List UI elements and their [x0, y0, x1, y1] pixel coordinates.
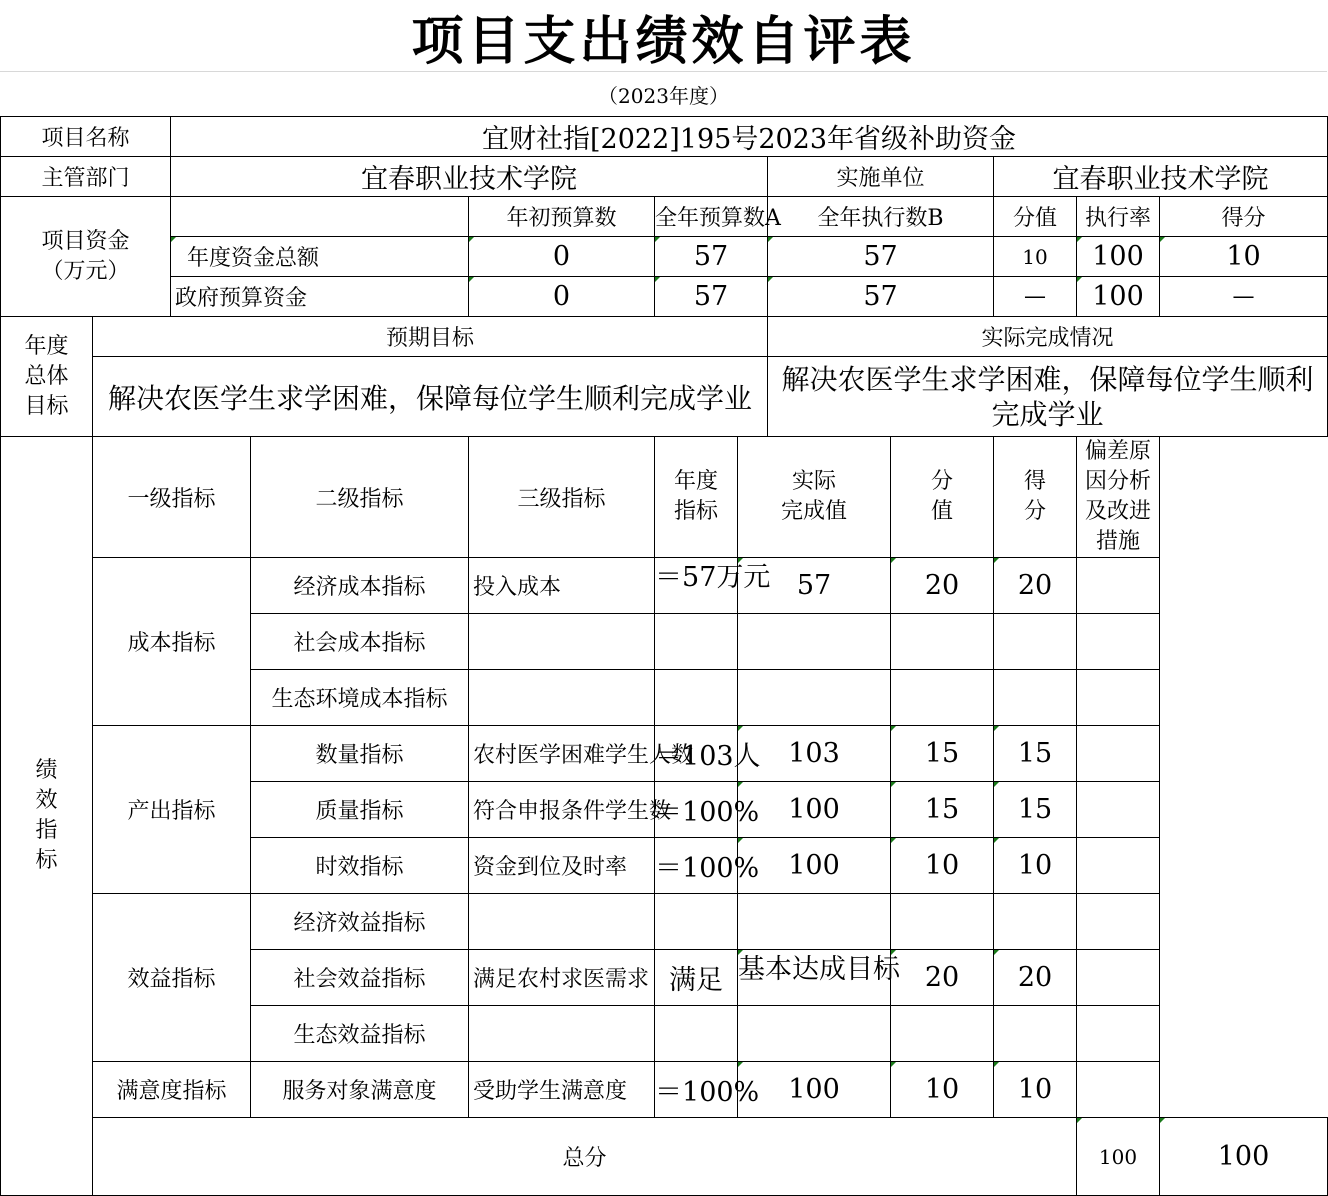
funds-executed-value[interactable]: 57	[768, 277, 994, 317]
deviation-cell[interactable]	[1077, 950, 1160, 1006]
indicator-score-header	[994, 437, 1077, 558]
indicator-value-header-line1: 分	[931, 469, 954, 494]
funds-row-name: 政府预算资金	[171, 277, 469, 317]
value-cell[interactable]	[891, 614, 994, 670]
level3-cell[interactable]: 投入成本	[469, 558, 655, 614]
actual-cell[interactable]: 57	[738, 558, 891, 614]
actual-cell[interactable]	[738, 1006, 891, 1062]
goals-header-row	[1, 317, 1328, 357]
level2-cell: 数量指标	[251, 726, 469, 782]
target-cell[interactable]	[655, 614, 738, 670]
level3-cell[interactable]	[469, 670, 655, 726]
annual-goals-label-line1: 年度	[24, 333, 69, 359]
level1-satisfaction: 满意度指标	[93, 1062, 251, 1118]
level2-cell: 经济效益指标	[251, 894, 469, 950]
funds-label-line2: （万元）	[41, 258, 130, 284]
actual-cell[interactable]	[738, 894, 891, 950]
funds-score[interactable]: 10	[1160, 237, 1328, 277]
table-row	[1, 558, 1328, 614]
expected-goals-header: 预期目标	[93, 317, 768, 357]
department-row	[1, 157, 1328, 197]
implementing-unit-value[interactable]: 宜春职业技术学院	[994, 157, 1328, 197]
project-name-value[interactable]: 宜财社指[2022]195号2023年省级补助资金	[171, 117, 1328, 157]
actual-value-header	[738, 437, 891, 558]
table-row	[1, 726, 1328, 782]
total-row	[1, 1118, 1328, 1196]
level2-header: 二级指标	[251, 437, 469, 558]
deviation-analysis-header	[1077, 437, 1160, 558]
value-cell[interactable]: 20	[891, 950, 994, 1006]
annual-executed-header: 全年执行数B	[768, 197, 994, 237]
actual-value-header-line2: 完成值	[781, 499, 848, 524]
value-cell[interactable]: 10	[891, 1062, 994, 1118]
value-cell[interactable]: 15	[891, 782, 994, 838]
deviation-cell[interactable]	[1077, 726, 1160, 782]
project-name-label: 项目名称	[1, 117, 171, 157]
level3-cell[interactable]: 受助学生满意度	[469, 1062, 655, 1118]
table-row	[1, 894, 1328, 950]
project-name-row	[1, 117, 1328, 157]
actual-cell[interactable]	[738, 670, 891, 726]
level3-header: 三级指标	[469, 437, 655, 558]
department-label: 主管部门	[1, 157, 171, 197]
annual-goals-label-line3: 目标	[24, 393, 69, 419]
deviation-cell[interactable]	[1077, 670, 1160, 726]
level1-benefit: 效益指标	[93, 894, 251, 1062]
actual-cell[interactable]: 100	[738, 1062, 891, 1118]
form-title: 项目支出绩效自评表	[0, 0, 1327, 72]
score-cell[interactable]: 15	[994, 782, 1077, 838]
total-label: 总分	[93, 1118, 1077, 1196]
target-cell[interactable]: ＝100%	[655, 1062, 738, 1118]
score-cell[interactable]: 10	[994, 838, 1077, 894]
level2-cell: 服务对象满意度	[251, 1062, 469, 1118]
actual-cell[interactable]	[738, 614, 891, 670]
level3-cell[interactable]: 符合申报条件学生数	[469, 782, 655, 838]
score-cell[interactable]: 20	[994, 950, 1077, 1006]
level3-cell[interactable]	[469, 1006, 655, 1062]
funds-label	[1, 197, 171, 317]
funds-rate-value[interactable]: 100	[1077, 237, 1160, 277]
actual-cell[interactable]: 100	[738, 782, 891, 838]
funds-score[interactable]: —	[1160, 277, 1328, 317]
annual-goals-label-line2: 总体	[24, 363, 69, 389]
level3-cell[interactable]: 资金到位及时率	[469, 838, 655, 894]
actual-cell[interactable]: 103	[738, 726, 891, 782]
funds-total-row	[1, 237, 1328, 277]
score-cell[interactable]	[994, 1006, 1077, 1062]
side-label-char: 标	[35, 848, 58, 873]
deviation-cell[interactable]	[1077, 838, 1160, 894]
annual-target-header	[655, 437, 738, 558]
value-cell[interactable]: 15	[891, 726, 994, 782]
actual-value-header-line1: 实际	[792, 469, 837, 494]
level2-cell: 时效指标	[251, 838, 469, 894]
fiscal-year: （2023年度）	[598, 84, 729, 108]
funds-annual-value[interactable]: 57	[655, 237, 768, 277]
target-text: ＝57万元	[655, 561, 771, 593]
score-cell[interactable]: 10	[994, 1062, 1077, 1118]
target-cell[interactable]	[655, 1006, 738, 1062]
funds-government-row	[1, 277, 1328, 317]
department-value[interactable]: 宜春职业技术学院	[171, 157, 768, 197]
indicator-score-header-line1: 得	[1024, 469, 1047, 494]
target-cell[interactable]: ＝103人	[655, 726, 738, 782]
execution-rate-header: 执行率	[1077, 197, 1160, 237]
deviation-header-line2: 及改进措施	[1085, 499, 1152, 554]
funds-executed-value[interactable]: 57	[768, 237, 994, 277]
deviation-header-line1: 偏差原因分析	[1085, 439, 1152, 494]
target-cell[interactable]: ＝100%	[655, 782, 738, 838]
level3-cell[interactable]: 农村医学困难学生人数	[469, 726, 655, 782]
level1-header: 一级指标	[93, 437, 251, 558]
level3-cell[interactable]: 满足农村求医需求	[469, 950, 655, 1006]
goals-content-row	[1, 357, 1328, 437]
level2-cell: 质量指标	[251, 782, 469, 838]
target-cell[interactable]: ＝100%	[655, 838, 738, 894]
actual-cell[interactable]: 100	[738, 838, 891, 894]
level2-cell: 生态环境成本指标	[251, 670, 469, 726]
target-cell[interactable]	[655, 670, 738, 726]
indicator-header-row	[1, 437, 1328, 558]
target-cell[interactable]	[655, 894, 738, 950]
score-header: 得分	[1160, 197, 1328, 237]
score-cell[interactable]: 15	[994, 726, 1077, 782]
score-cell[interactable]	[994, 614, 1077, 670]
performance-indicators-label	[1, 437, 93, 1196]
indicator-score-header-line2: 分	[1024, 499, 1047, 524]
total-value[interactable]: 100	[1077, 1118, 1160, 1196]
deviation-cell[interactable]	[1077, 1062, 1160, 1118]
level1-output: 产出指标	[93, 726, 251, 894]
level3-cell[interactable]	[469, 894, 655, 950]
implementing-unit-label: 实施单位	[768, 157, 994, 197]
deviation-cell[interactable]	[1077, 614, 1160, 670]
annual-budget-header: 全年预算数A	[655, 197, 768, 237]
actual-completion-text[interactable]: 解决农医学生求学困难，保障每位学生顺利完成学业	[768, 357, 1328, 437]
side-label-char: 指	[35, 818, 58, 843]
indicator-value-header-line2: 值	[931, 499, 954, 524]
level2-cell: 经济成本指标	[251, 558, 469, 614]
deviation-cell[interactable]	[1077, 782, 1160, 838]
score-value-header: 分值	[994, 197, 1077, 237]
score-cell[interactable]	[994, 670, 1077, 726]
score-cell[interactable]: 20	[994, 558, 1077, 614]
deviation-cell[interactable]	[1077, 1006, 1160, 1062]
actual-completion-header: 实际完成情况	[768, 317, 1328, 357]
self-evaluation-table	[0, 116, 1328, 1196]
side-label-char: 绩	[35, 758, 58, 783]
total-score[interactable]: 100	[1160, 1118, 1328, 1196]
level2-cell: 生态效益指标	[251, 1006, 469, 1062]
funds-score-value[interactable]: 10	[994, 237, 1077, 277]
expected-goals-text[interactable]: 解决农医学生求学困难，保障每位学生顺利完成学业	[93, 357, 768, 437]
level3-cell[interactable]	[469, 614, 655, 670]
funds-initial-value[interactable]: 0	[469, 277, 655, 317]
target-cell[interactable]: 满足	[655, 950, 738, 1006]
value-cell[interactable]: 20	[891, 558, 994, 614]
side-label-char: 效	[35, 788, 58, 813]
actual-cell[interactable]	[738, 950, 901, 1006]
funds-blank-header	[171, 197, 469, 237]
actual-text: 基本达成目标	[738, 953, 901, 985]
level2-cell: 社会效益指标	[251, 950, 469, 1006]
deviation-cell[interactable]	[1077, 894, 1160, 950]
funds-initial-value[interactable]: 0	[469, 237, 655, 277]
funds-label-line1: 项目资金	[41, 228, 130, 254]
annual-target-header-line1: 年度	[674, 469, 719, 494]
level1-cost: 成本指标	[93, 558, 251, 726]
deviation-cell[interactable]	[1077, 558, 1160, 614]
value-cell[interactable]: 10	[891, 838, 994, 894]
funds-header-row	[1, 197, 1328, 237]
annual-target-header-line2: 指标	[674, 499, 719, 524]
indicator-value-header	[891, 437, 994, 558]
initial-budget-header: 年初预算数	[469, 197, 655, 237]
value-cell[interactable]	[891, 670, 994, 726]
funds-row-name: 年度资金总额	[171, 237, 469, 277]
funds-score-value[interactable]: —	[994, 277, 1077, 317]
funds-annual-value[interactable]: 57	[655, 277, 768, 317]
funds-rate-value[interactable]: 100	[1077, 277, 1160, 317]
table-row	[1, 1062, 1328, 1118]
target-cell[interactable]	[655, 558, 771, 614]
score-cell[interactable]	[994, 894, 1077, 950]
value-cell[interactable]	[891, 894, 994, 950]
value-cell[interactable]	[891, 1006, 994, 1062]
annual-goals-label	[1, 317, 93, 437]
level2-cell: 社会成本指标	[251, 614, 469, 670]
